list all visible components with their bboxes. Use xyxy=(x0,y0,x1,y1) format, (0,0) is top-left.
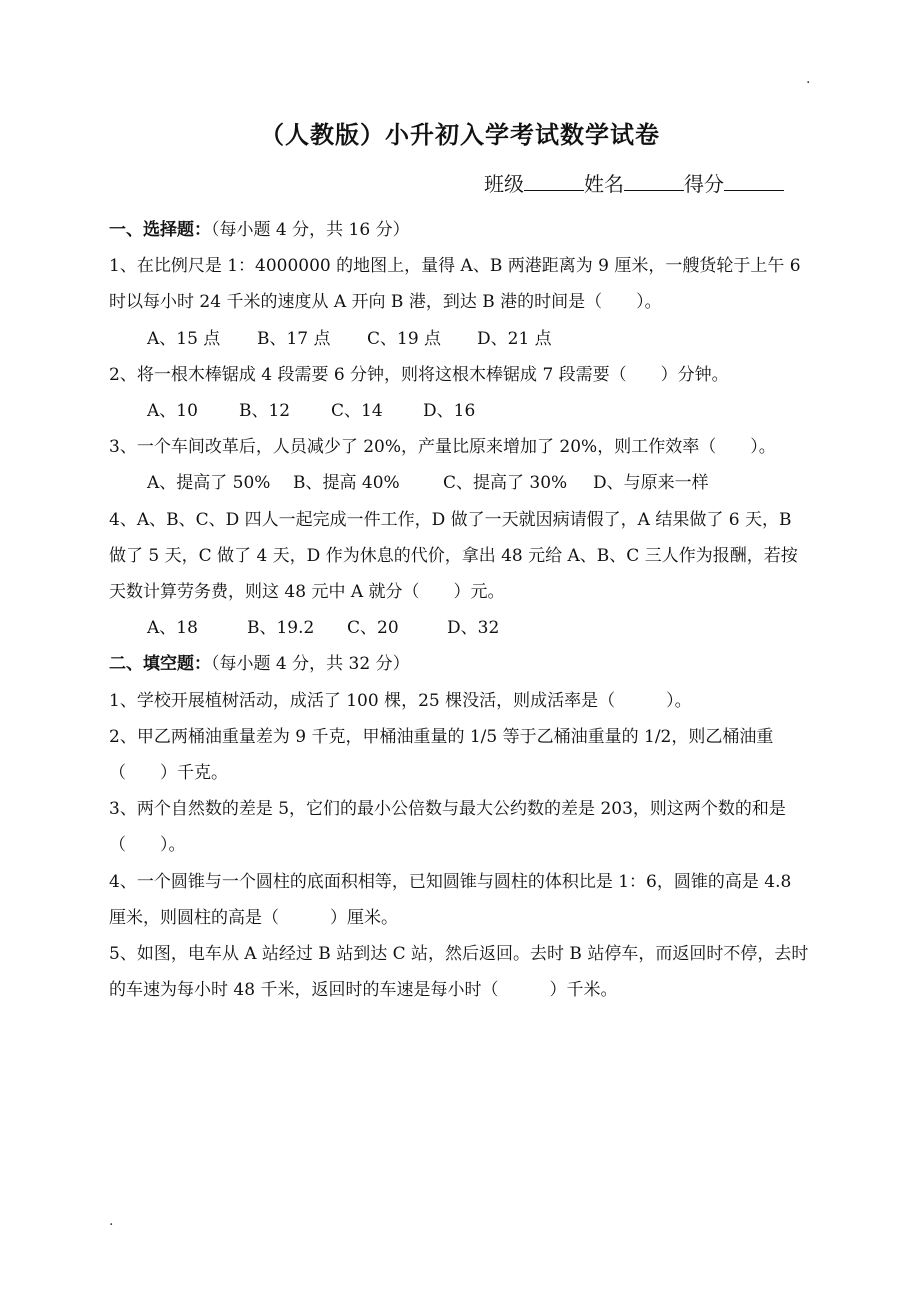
student-info-line xyxy=(484,170,784,198)
option-c: C、20 xyxy=(347,618,399,639)
option-d: D、16 xyxy=(423,401,476,422)
option-d: D、与原来一样 xyxy=(593,473,709,494)
fill-question-2: 2、甲乙两桶油重量差为 9 千克，甲桶油重量的 1/5 等于乙桶油重量的 1/2，则乙桶油重（ ）千克。 xyxy=(109,726,774,784)
fill-question-4: 4、一个圆锥与一个圆柱的底面积相等，已知圆锥与圆柱的体积比是 1：6，圆锥的高是 4.8 厘米，则圆柱的高是（ ）厘米。 xyxy=(109,871,792,928)
class-blank xyxy=(524,172,584,191)
section2-title: 二、填空题： xyxy=(109,654,211,675)
option-b: B、提高 40% xyxy=(293,473,400,494)
option-c: C、19 点 xyxy=(367,328,442,349)
option-a: A、18 xyxy=(147,618,198,639)
choice-question-1: 1、在比例尺是 1：4000000 的地图上，量得 A、B 两港距离为 9 厘米，一艘货轮于上午 6 时以每小时 24 千米的速度从 A 开向 B 港，到达 B 港的时间是（ ）。 xyxy=(109,256,801,313)
option-b: B、19.2 xyxy=(247,618,315,639)
choice-question-3-options xyxy=(109,465,811,501)
section1-note: （每小题 4 分，共 16 分） xyxy=(211,220,410,240)
section2-note: （每小题 4 分，共 32 分） xyxy=(211,654,410,675)
choice-question-2-options xyxy=(109,393,811,429)
option-b: B、17 点 xyxy=(257,328,331,349)
option-c: C、14 xyxy=(331,401,383,422)
header-dot: . xyxy=(806,71,811,87)
choice-question-4-options xyxy=(109,610,811,646)
option-a: A、提高了 50% xyxy=(147,473,271,494)
option-d: D、21 点 xyxy=(477,328,552,349)
section1-title: 一、选择题： xyxy=(109,220,211,240)
name-blank xyxy=(624,172,684,191)
fill-question-3: 3、两个自然数的差是 5，它们的最小公倍数与最大公约数的差是 203，则这两个数的和是（ ）。 xyxy=(109,799,786,856)
choice-question-3: 3、一个车间改革后，人员减少了 20%，产量比原来增加了 20%，则工作效率（ ）。 xyxy=(109,437,776,458)
footer-dot: . xyxy=(109,1213,114,1229)
option-d: D、32 xyxy=(447,618,500,639)
fill-question-5: 5、如图，电车从 A 站经过 B 站到达 C 站，然后返回。去时 B 站停车，而返回时不停，去时的车速为每小时 48 千米，返回时的车速是每小时（ ）千米。 xyxy=(109,944,809,1001)
section2-heading xyxy=(109,646,811,682)
section1-heading xyxy=(109,212,811,248)
score-blank xyxy=(724,172,784,191)
exam-content xyxy=(109,212,811,1008)
class-label: 班级 xyxy=(484,172,524,196)
name-label: 姓名 xyxy=(584,172,624,196)
option-b: B、12 xyxy=(239,401,291,422)
fill-question-1: 1、学校开展植树活动，成活了 100 棵，25 棵没活，则成活率是（ ）。 xyxy=(109,690,692,711)
page-title: （人教版）小升初入学考试数学试卷 xyxy=(260,120,660,149)
choice-question-4: 4、A、B、C、D 四人一起完成一件工作，D 做了一天就因病请假了，A 结果做了 6 天，B 做了 5 天，C 做了 4 天，D 作为休息的代价，拿出 48 元给 A、B、C 三人作为报酬，若按天数计算劳务费，则这 48 元中 A 就分（ ）元。 xyxy=(109,509,798,603)
choice-question-2: 2、将一根木棒锯成 4 段需要 6 分钟，则将这根木棒锯成 7 段需要（ ）分钟。 xyxy=(109,364,729,385)
option-a: A、10 xyxy=(147,401,198,422)
score-label: 得分 xyxy=(684,172,724,196)
option-a: A、15 点 xyxy=(147,328,221,349)
choice-question-1-options xyxy=(109,321,811,357)
option-c: C、提高了 30% xyxy=(443,473,568,494)
